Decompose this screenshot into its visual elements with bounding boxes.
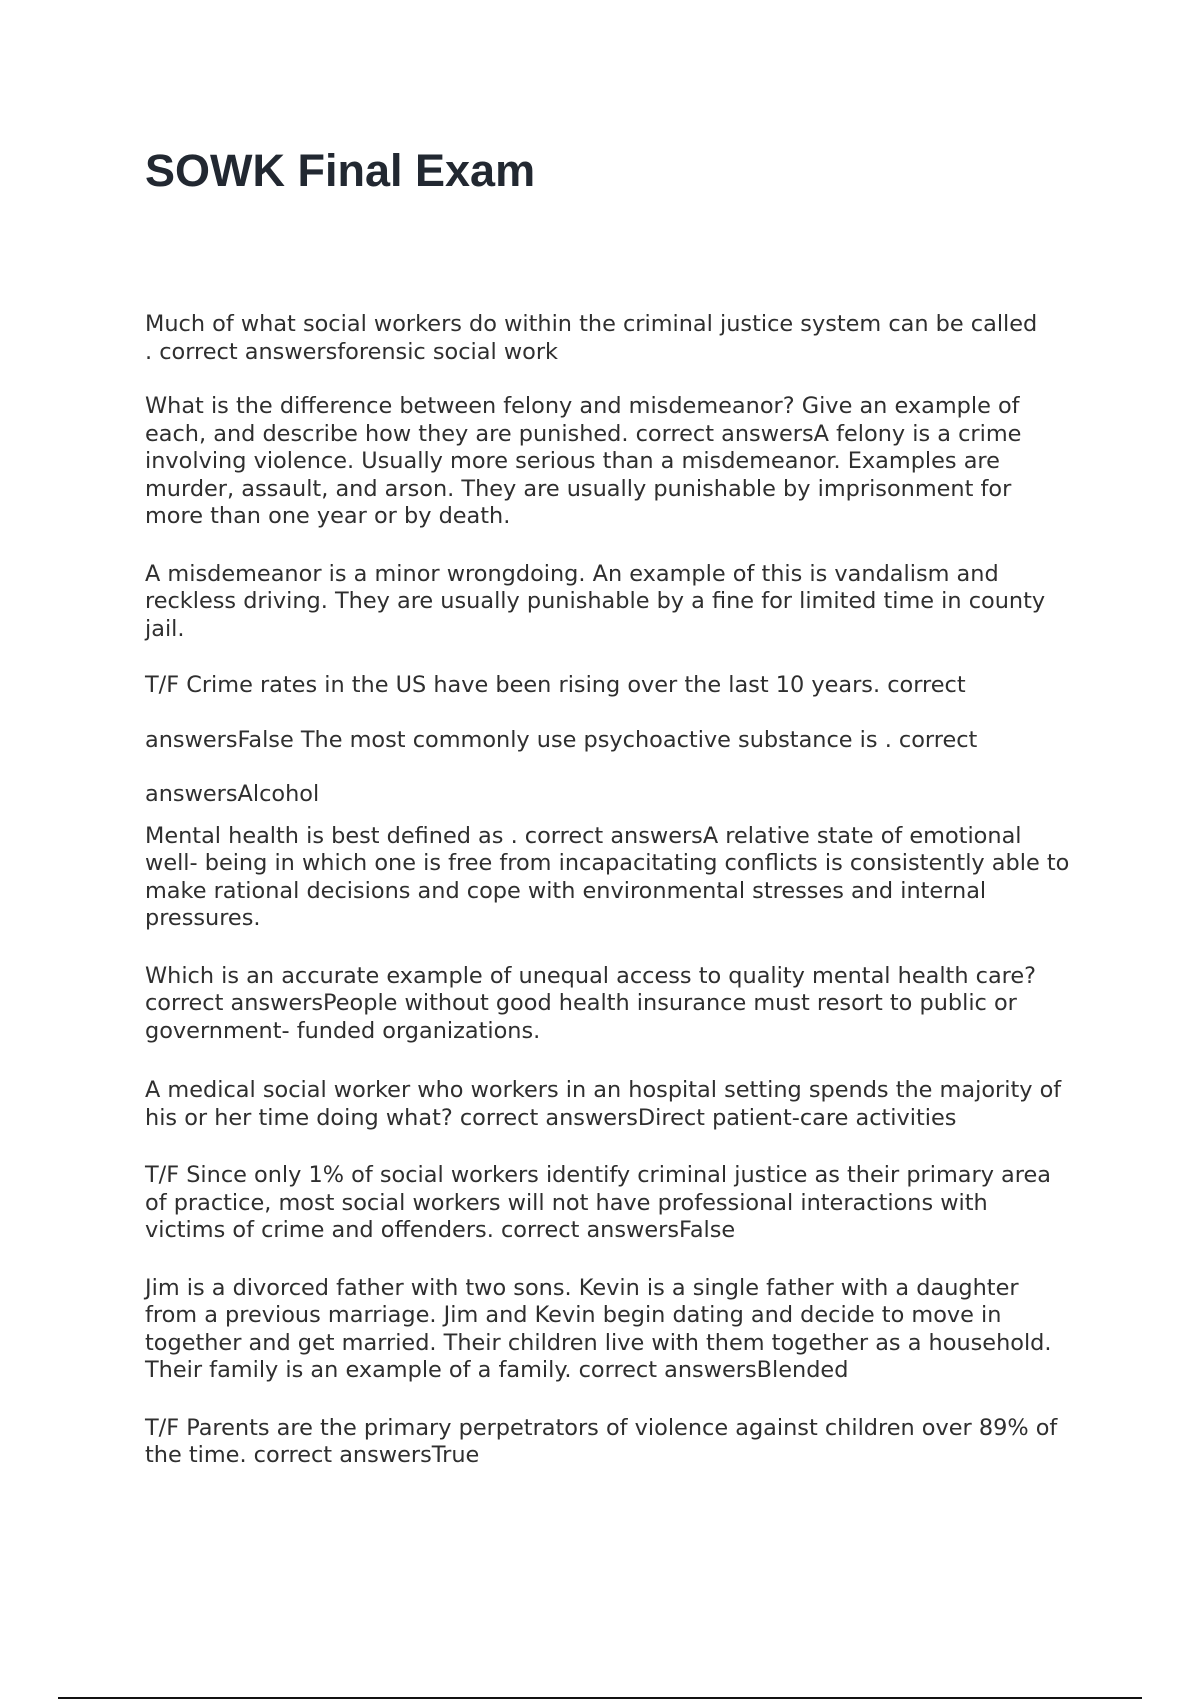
question-paragraph: T/F Since only 1% of social workers identify criminal justice as their primary area of practice, most social workers will not have professional interactions with victims of crime and offenders. correct answersFalse: [145, 1162, 1051, 1243]
answer-paragraph: answersAlcohol: [145, 781, 320, 807]
document-title: SOWK Final Exam: [145, 145, 536, 196]
question-paragraph: Mental health is best defined as . correct answersA relative state of emotional well- being in which one is free from incapacitating conflicts is consistently able to make rational decisions and cope with environmental stresses and internal pressures.: [145, 822, 1070, 931]
document-body: [145, 311, 1070, 1470]
question-paragraph: What is the difference between felony and misdemeanor? Give an example of each, and describe how they are punished. correct answersA felony is a crime involving violence. Usually more serious than a misdemeanor. Examples are murder, assault, and arson. They are usually punishable by imprisonment for more than one year or by death.: [145, 393, 1022, 529]
question-paragraph: A medical social worker who workers in an hospital setting spends the majority of his or her time doing what? correct answersDirect patient-care activities: [145, 1077, 1062, 1131]
question-paragraph: answersFalse The most commonly use psychoactive substance is . correct: [145, 726, 978, 753]
question-paragraph: T/F Parents are the primary perpetrators of violence against children over 89% of the time. correct answersTrue: [145, 1414, 1058, 1468]
question-paragraph: Jim is a divorced father with two sons. Kevin is a single father with a daughter from a previous marriage. Jim and Kevin begin dating and decide to move in together and get married. Their children live with them together as a household. Their family is an example of a family. correct answersBlended: [145, 1274, 1052, 1383]
question-paragraph: T/F Crime rates in the US have been rising over the last 10 years. correct: [145, 672, 966, 698]
question-paragraph: Which is an accurate example of unequal access to quality mental health care? correct answersPeople without good health insurance must resort to public or government- funded organizations.: [145, 962, 1037, 1044]
answer-paragraph: A misdemeanor is a minor wrongdoing. An example of this is vandalism and reckless driving. They are usually punishable by a fine for limited time in county jail.: [145, 560, 1046, 642]
footer-divider: [58, 1697, 1142, 1699]
question-paragraph: Much of what social workers do within the criminal justice system can be called . correct answersforensic social work: [145, 311, 1038, 365]
